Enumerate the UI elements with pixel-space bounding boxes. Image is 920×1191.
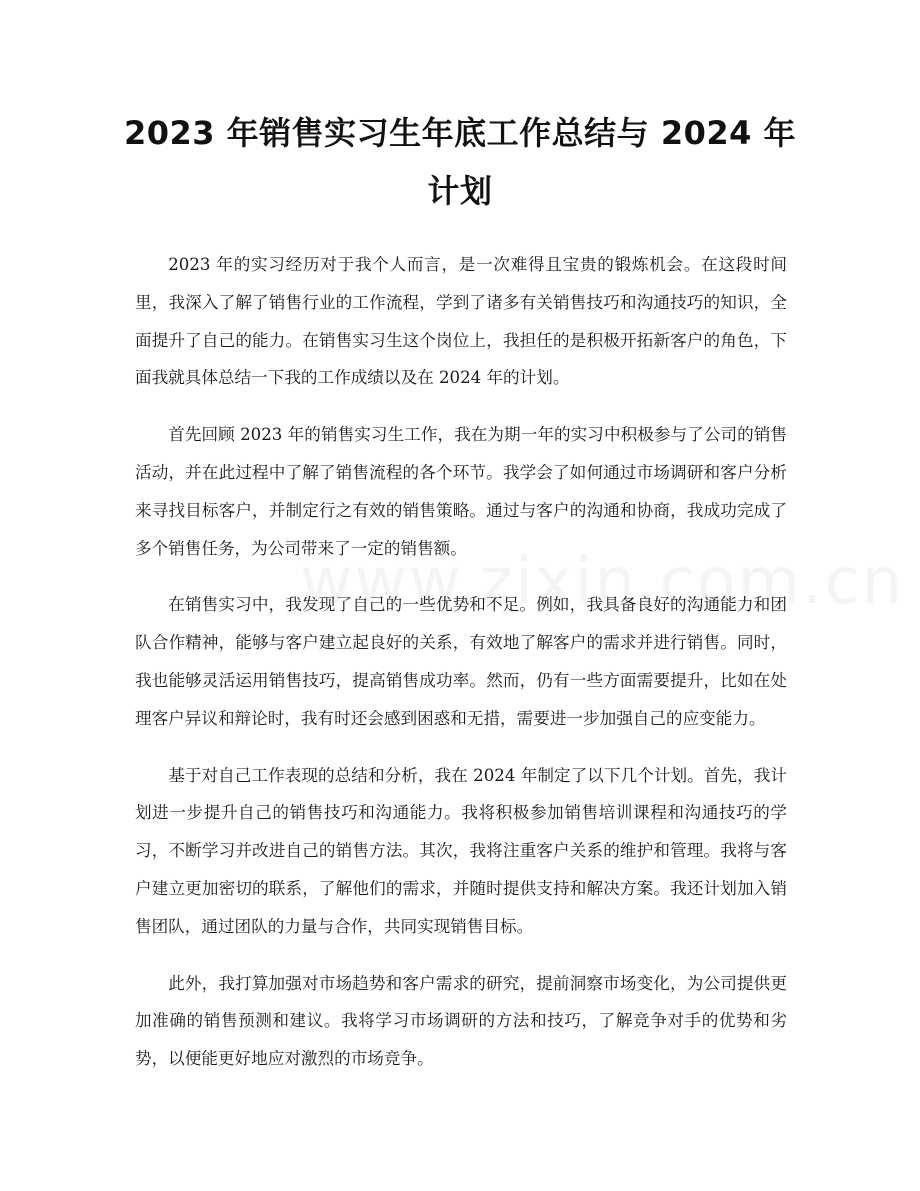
document-body (135, 246, 787, 1097)
paragraph-1: 2023 年的实习经历对于我个人而言，是一次难得且宝贵的锻炼机会。在这段时间里，我深入了解了销售行业的工作流程，学到了诸多有关销售技巧和沟通技巧的知识，全面提升了自己的能力。在销售实习生这个岗位上，我担任的是积极开拓新客户的角色，下面我就具体总结一下我的工作成绩以及在 2024 年的计划。 (135, 255, 787, 388)
paragraph-3: 在销售实习中，我发现了自己的一些优势和不足。例如，我具备良好的沟通能力和团队合作精神，能够与客户建立起良好的关系，有效地了解客户的需求并进行销售。同时，我也能够灵活运用销售技巧，提高销售成功率。然而，仍有一些方面需要提升，比如在处理客户异议和辩论时，我有时还会感到困惑和无措，需要进一步加强自己的应变能力。 (135, 595, 787, 728)
document-title: 2023 年销售实习生年底工作总结与 2024 年计划 (123, 114, 797, 210)
paragraph-4: 基于对自己工作表现的总结和分析，我在 2024 年制定了以下几个计划。首先，我计划进一步提升自己的销售技巧和沟通能力。我将积极参加销售培训课程和沟通技巧的学习，不断学习并改进自己的销售方法。其次，我将注重客户关系的维护和管理。我将与客户建立更加密切的联系，了解他们的需求，并随时提供支持和解决方案。我还计划加入销售团队，通过团队的力量与合作，共同实现销售目标。 (135, 765, 787, 936)
paragraph-5: 此外，我打算加强对市场趋势和客户需求的研究，提前洞察市场变化，为公司提供更加准确的销售预测和建议。我将学习市场调研的方法和技巧，了解竞争对手的优势和劣势，以便能更好地应对激烈的市场竞争。 (135, 973, 787, 1069)
paragraph-2: 首先回顾 2023 年的销售实习生工作，我在为期一年的实习中积极参与了公司的销售活动，并在此过程中了解了销售流程的各个环节。我学会了如何通过市场调研和客户分析来寻找目标客户，并制定行之有效的销售策略。通过与客户的沟通和协商，我成功完成了多个销售任务，为公司带来了一定的销售额。 (135, 425, 787, 558)
